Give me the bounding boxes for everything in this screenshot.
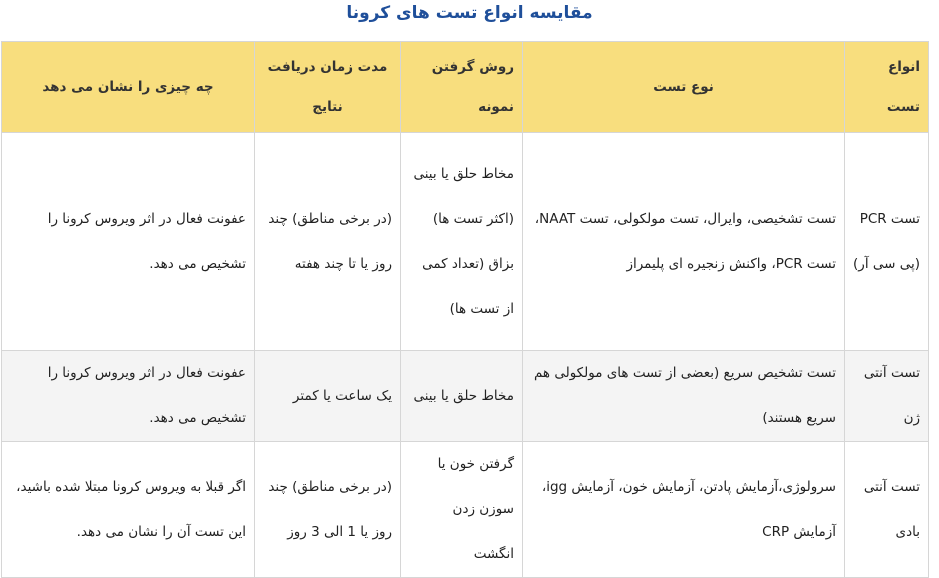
cell-test-type: تست آنتی بادی xyxy=(845,442,929,578)
cell-what-it-shows: عفونت فعال در اثر ویروس کرونا را تشخیص می دهد. xyxy=(2,351,255,442)
cell-sampling-method: مخاط حلق یا بینی xyxy=(401,351,523,442)
table-header-row xyxy=(2,42,929,133)
sampling-option: بزاق (تعداد کمی از تست ها) xyxy=(422,255,514,317)
cell-result-duration: یک ساعت یا کمتر xyxy=(255,351,401,442)
cell-test-kind: سرولوژی،آزمایش پادتن، آزمایش خون، آزمایش igg، آزمایش CRP xyxy=(523,442,845,578)
cell-what-it-shows: عفونت فعال در اثر ویروس کرونا را تشخیص می دهد. xyxy=(2,133,255,351)
header-sampling-method: روش گرفتن نمونه xyxy=(401,42,523,133)
header-what-it-shows: چه چیزی را نشان می دهد xyxy=(2,42,255,133)
cell-test-type: تست PCR (پی سی آر) xyxy=(845,133,929,351)
comparison-table xyxy=(1,41,929,578)
table-row xyxy=(2,351,929,442)
cell-what-it-shows: اگر قبلا به ویروس کرونا مبتلا شده باشید، این تست آن را نشان می دهد. xyxy=(2,442,255,578)
table-row xyxy=(2,133,929,351)
header-result-duration: مدت زمان دریافت نتایج xyxy=(255,42,401,133)
sampling-option: مخاط حلق یا بینی (اکثر تست ها) xyxy=(413,165,514,227)
cell-sampling-method xyxy=(401,133,523,351)
cell-test-type: تست آنتی ژن xyxy=(845,351,929,442)
cell-result-duration: (در برخی مناطق) چند روز یا 1 الی 3 روز xyxy=(255,442,401,578)
header-test-type: انواع تست xyxy=(845,42,929,133)
cell-result-duration: (در برخی مناطق) چند روز یا تا چند هفته xyxy=(255,133,401,351)
cell-test-kind: تست تشخیصی، وایرال، تست مولکولی، تست NAAT، تست PCR، واکنش زنجیره ای پلیمراز xyxy=(523,133,845,351)
cell-test-kind: تست تشخیص سریع (بعضی از تست های مولکولی هم سریع هستند) xyxy=(523,351,845,442)
header-test-kind: نوع تست xyxy=(523,42,845,133)
table-row xyxy=(2,442,929,578)
cell-sampling-method: گرفتن خون یا سوزن زدن انگشت xyxy=(401,442,523,578)
page-title: مقایسه انواع تست های کرونا xyxy=(346,3,593,23)
